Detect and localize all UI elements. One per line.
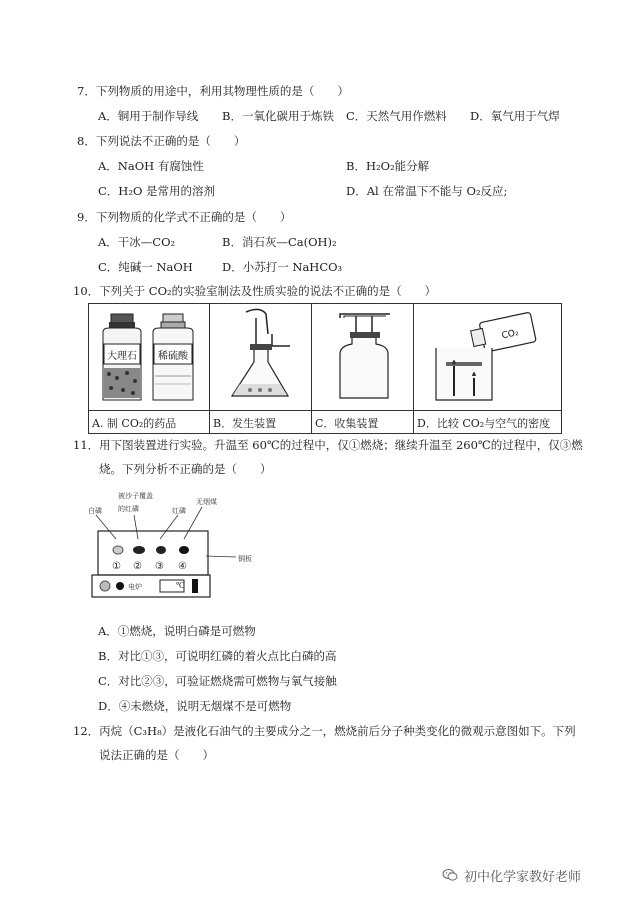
label-sand-covered-1: 被沙子覆盖: [118, 492, 153, 500]
q7-option-a: A．铜用于制作导线: [98, 109, 199, 123]
q8-option-b: B．H₂O₂能分解: [346, 159, 430, 173]
q11-option-d: D．④未燃烧，说明无烟煤不是可燃物: [98, 699, 292, 713]
co2-pouring-drawing: [414, 304, 561, 407]
q10-caption-a: A. 制 CO₂的药品: [89, 411, 210, 434]
q9-option-c: C．纯碱一 NaOH: [98, 260, 193, 274]
co2-gas-label: CO₂: [500, 328, 520, 342]
q11-option-a: A．①燃烧，说明白磷是可燃物: [98, 624, 256, 638]
label-red-phosphorus: 红磷: [172, 507, 186, 515]
q7-option-b: B．一氧化碳用于炼铁: [222, 109, 334, 123]
label-white-phosphorus: 白磷: [88, 507, 102, 515]
position-1: ①: [112, 561, 121, 572]
bottle-label-acid: 稀硫酸: [158, 351, 188, 362]
q9-stem: 9．下列物质的化学式不正确的是（ ）: [77, 210, 292, 224]
density-comparison-figure: [414, 304, 562, 411]
q8-stem: 8．下列说法不正确的是（ ）: [77, 134, 246, 148]
label-anthracite: 无烟煤: [196, 498, 217, 506]
wechat-icon: [442, 867, 458, 883]
q12-stem-line1: 12．丙烷（C₃H₈）是液化石油气的主要成分之一，燃烧前后分子种类变化的微观示意图如下。下列: [73, 724, 576, 738]
label-electric-stove: 电炉: [128, 583, 142, 591]
collection-apparatus-figure: [312, 304, 414, 411]
generation-apparatus-figure: [210, 304, 312, 411]
position-2: ②: [133, 561, 142, 572]
q9-option-a: A．干冰—CO₂: [98, 235, 176, 249]
q9-option-b: B．消石灰—Ca(OH)₂: [222, 235, 337, 249]
bottle-label-marble: 大理石: [107, 351, 137, 362]
reagent-bottles-drawing: [89, 304, 209, 407]
q11-stem-line2: 烧。下列分析不正确的是（ ）: [99, 462, 272, 476]
q10-caption-b: B．发生装置: [210, 411, 312, 434]
q8-option-c: C．H₂O 是常用的溶剂: [98, 184, 216, 198]
reagent-bottles-figure: [89, 304, 210, 411]
q11-stem-line1: 11．用下图装置进行实验。升温至 60℃的过程中，仅①燃烧；继续升温至 260℃的过程中，仅③燃: [73, 438, 583, 452]
q10-caption-d: D．比较 CO₂与空气的密度: [414, 411, 562, 434]
q11-option-b: B．对比①③，可说明红磷的着火点比白磷的高: [98, 649, 337, 663]
q9-option-d: D．小苏打一 NaHCO₃: [222, 260, 343, 274]
q10-apparatus-table: [88, 303, 562, 434]
q10-stem: 10．下列关于 CO₂的实验室制法及性质实验的说法不正确的是（ ）: [73, 284, 437, 298]
q8-option-d: D．Al 在常温下不能与 O₂反应;: [346, 184, 508, 198]
watermark-text: 初中化学家教好老师: [464, 870, 582, 885]
combustion-figure: [88, 483, 278, 608]
q8-option-a: A．NaOH 有腐蚀性: [98, 159, 204, 173]
gas-bottle-drawing: [312, 304, 413, 407]
temperature-unit: ℃: [176, 581, 185, 590]
label-copper-plate: 铜板: [238, 555, 252, 563]
q7-stem: 7．下列物质的用途中，利用其物理性质的是（ ）: [77, 84, 349, 98]
erlenmeyer-flask-drawing: [210, 304, 311, 407]
q10-caption-c: C．收集装置: [312, 411, 414, 434]
position-4: ④: [178, 561, 187, 572]
label-sand-covered-2: 的红磷: [118, 505, 139, 513]
position-3: ③: [155, 561, 164, 572]
q7-option-c: C．天然气用作燃料: [346, 109, 447, 123]
q12-stem-line2: 说法正确的是（ ）: [99, 748, 214, 762]
q7-option-d: D．氧气用于气焊: [470, 109, 560, 123]
q11-option-c: C．对比②③，可验证燃烧需可燃物与氧气接触: [98, 674, 337, 688]
